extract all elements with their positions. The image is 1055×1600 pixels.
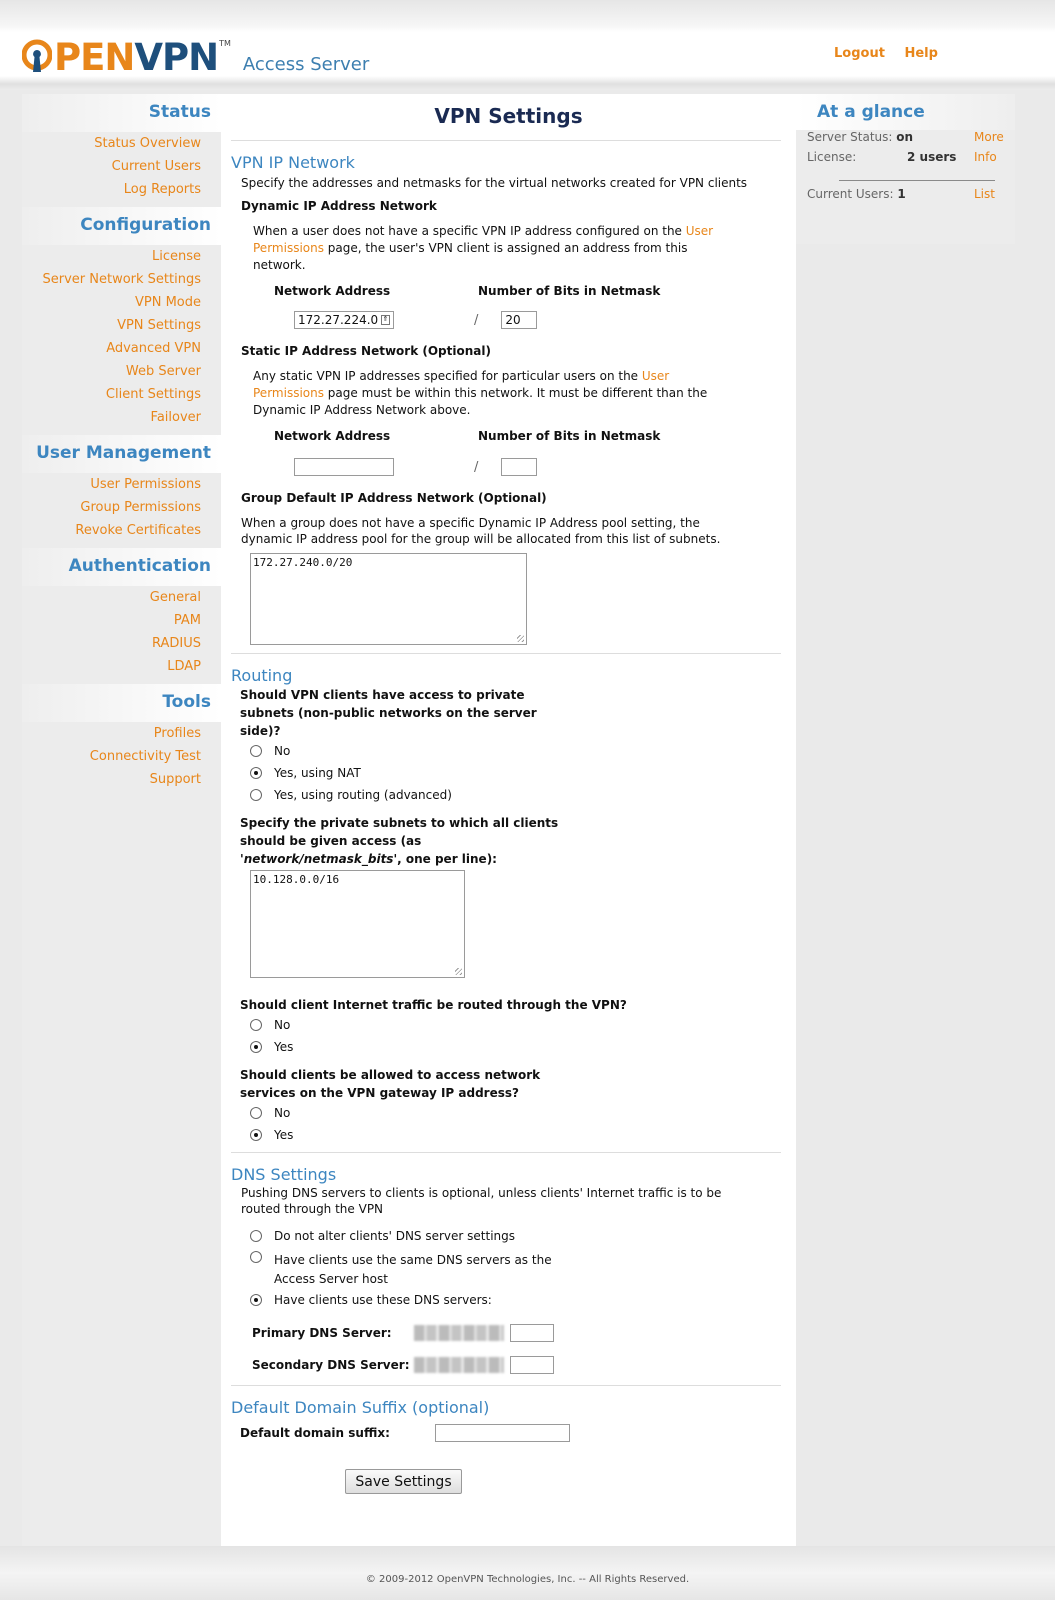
left-navigation [22,94,221,1546]
nav-item-user-permissions[interactable]: User Permissions [90,477,201,492]
header-links [834,46,953,61]
copyright-text: © 2009-2012 OpenVPN Technologies, Inc. -- All Rights Reserved. [365,1574,690,1585]
nav-item-failover[interactable]: Failover [150,410,201,425]
redacted-value [414,1357,504,1373]
current-users-value: 1 [897,187,906,201]
radio-button[interactable] [250,1251,262,1263]
gateway-services-option-no[interactable]: No [250,1102,796,1124]
divider [839,180,995,181]
radio-button-selected[interactable] [250,767,262,779]
product-subtitle: Access Server [242,53,370,75]
private-access-option-routing[interactable]: Yes, using routing (advanced) [250,784,796,806]
slash-separator: / [474,312,479,328]
server-status-row [796,130,1015,150]
domain-suffix-label: Default domain suffix: [240,1426,390,1440]
domain-suffix-row [240,1422,796,1444]
radio-button[interactable] [250,1019,262,1031]
nav-group-authentication [22,548,221,678]
nav-group-configuration [22,207,221,429]
radio-button-selected[interactable] [250,1294,262,1306]
nav-heading-authentication: Authentication [22,548,221,586]
nav-item-web-server[interactable]: Web Server [125,364,201,379]
radio-button[interactable] [250,1107,262,1119]
netmask-bits-label: Number of Bits in Netmask [478,284,661,298]
nav-heading-status: Status [22,94,221,132]
main-content [221,94,796,1546]
user-permissions-link[interactable]: User Permissions [253,224,714,255]
nav-heading-user-management: User Management [22,435,221,473]
gateway-services-option-yes[interactable]: Yes [250,1124,796,1146]
save-settings-button[interactable]: Save Settings [345,1469,462,1494]
nav-item-server-network-settings[interactable]: Server Network Settings [42,272,201,287]
private-subnets-instructions: Specify the private subnets to which all clients should be given access (as 'network/netmask_bits', one per line): [240,816,559,866]
dynamic-network-address-input[interactable]: 172.27.224.0 ⇑ [294,311,394,329]
server-status-value: on [896,130,914,144]
keyhole-logo-icon [22,39,52,75]
at-a-glance-heading: At a glance [796,94,1015,130]
current-users-row [796,187,1015,207]
nav-item-profiles[interactable]: Profiles [153,726,201,741]
openvpn-logo[interactable] [22,36,369,78]
at-a-glance-panel [796,94,1015,244]
current-users-label: Current Users: [807,187,894,201]
nav-item-current-users[interactable]: Current Users [111,159,201,174]
radio-button[interactable] [250,1230,262,1242]
dns-option-custom-servers[interactable]: Have clients use these DNS servers: [250,1289,796,1311]
dynamic-ip-fields [294,304,796,336]
radio-button[interactable] [250,745,262,757]
domain-suffix-input[interactable] [435,1424,570,1442]
nav-item-pam[interactable]: PAM [173,613,201,628]
input-autofill-icon[interactable]: ⇑ [382,315,389,323]
nav-item-client-settings[interactable]: Client Settings [105,387,201,402]
private-subnets-textarea[interactable]: 10.128.0.0/16 [250,870,465,978]
static-network-address-input[interactable] [294,458,394,476]
section-heading-dns-settings: DNS Settings [231,1165,337,1184]
license-row [796,150,1015,170]
internet-traffic-option-no[interactable]: No [250,1014,796,1036]
nav-item-license[interactable]: License [151,249,201,264]
dynamic-ip-description: When a user does not have a specific VPN IP address configured on the User Permissions page, the user's VPN client is assigned an address from this network. [253,224,714,272]
dns-option-same-as-server[interactable]: Have clients use the same DNS servers as the Access Server host [250,1247,796,1289]
page-title: VPN Settings [434,104,583,128]
nav-item-general[interactable]: General [149,590,201,605]
secondary-dns-label: Secondary DNS Server: [252,1358,410,1372]
section-heading-vpn-ip-network: VPN IP Network [231,153,355,172]
radio-button-selected[interactable] [250,1129,262,1141]
server-status-label: Server Status: [807,130,893,144]
private-subnets-question: Should VPN clients have access to private subnets (non-public networks on the server side)? [240,688,537,738]
section-heading-routing: Routing [231,666,293,685]
section-heading-default-domain-suffix: Default Domain Suffix (optional) [231,1398,490,1417]
dynamic-netmask-bits-input[interactable]: 20 [501,311,537,329]
primary-dns-label: Primary DNS Server: [252,1326,392,1340]
static-ip-fields [294,451,796,483]
nav-item-support[interactable]: Support [149,772,201,787]
nav-group-tools [22,684,221,791]
static-ip-heading: Static IP Address Network (Optional) [241,344,491,358]
nav-item-log-reports[interactable]: Log Reports [123,182,201,197]
internet-traffic-question: Should client Internet traffic be routed through the VPN? [240,998,627,1012]
nav-item-vpn-settings[interactable]: VPN Settings [117,318,201,333]
vpn-ip-network-description: Specify the addresses and netmasks for the virtual networks created for VPN clients [241,176,748,190]
nav-heading-configuration: Configuration [22,207,221,245]
dns-option-do-not-alter[interactable]: Do not alter clients' DNS server settings [250,1225,796,1247]
gateway-services-question: Should clients be allowed to access network services on the VPN gateway IP address? [240,1068,541,1100]
secondary-dns-input[interactable] [510,1356,554,1374]
license-value: 2 users [907,150,957,164]
radio-button[interactable] [250,789,262,801]
nav-item-vpn-mode[interactable]: VPN Mode [134,295,201,310]
redacted-value [414,1325,504,1341]
license-label: License: [807,150,857,164]
nav-heading-tools: Tools [22,684,221,722]
static-ip-description: Any static VPN IP addresses specified for particular users on the User Permissions page must be within this network. It must be different than the Dynamic IP Address Network above. [253,369,708,417]
help-link[interactable]: Help [904,46,938,61]
group-default-ip-description: When a group does not have a specific Dynamic IP Address pool setting, the dynamic IP address pool for the group will be allocated from this list of subnets. [241,516,721,546]
dynamic-ip-heading: Dynamic IP Address Network [241,199,437,213]
nav-item-advanced-vpn[interactable]: Advanced VPN [106,341,201,356]
header [0,0,1055,90]
info-link[interactable]: Info [974,150,997,164]
trademark: TM [219,38,231,48]
nav-item-ldap[interactable]: LDAP [167,659,201,674]
netmask-bits-label: Number of Bits in Netmask [478,429,661,443]
nav-item-revoke-certificates[interactable]: Revoke Certificates [75,523,201,538]
list-link[interactable]: List [974,187,995,201]
primary-dns-input[interactable] [510,1324,554,1342]
nav-item-radius[interactable]: RADIUS [151,636,201,651]
nav-group-status [22,94,221,201]
logout-link[interactable]: Logout [834,46,885,61]
nav-item-group-permissions[interactable]: Group Permissions [80,500,201,515]
resize-grip-icon[interactable] [517,635,524,642]
private-access-option-no[interactable]: No [250,740,796,762]
user-permissions-link[interactable]: User Permissions [253,369,670,400]
footer [0,1546,1055,1600]
nav-item-connectivity-test[interactable]: Connectivity Test [89,749,201,764]
dns-description: Pushing DNS servers to clients is optional, unless clients' Internet traffic is to be routed through the VPN [241,1186,722,1216]
radio-button-selected[interactable] [250,1041,262,1053]
internet-traffic-option-yes[interactable]: Yes [250,1036,796,1058]
more-link[interactable]: More [974,130,1004,144]
secondary-dns-row [252,1349,796,1381]
nav-group-user-management [22,435,221,542]
resize-grip-icon[interactable] [455,968,462,975]
static-ip-field-labels [274,429,796,447]
nav-item-status-overview[interactable]: Status Overview [94,136,201,151]
group-default-subnets-textarea[interactable]: 172.27.240.0/20 [250,553,527,645]
primary-dns-row [252,1317,796,1349]
logo-text: PENVPN [54,35,219,79]
private-access-option-nat[interactable]: Yes, using NAT [250,762,796,784]
slash-separator: / [474,459,479,475]
group-default-ip-heading: Group Default IP Address Network (Optional) [241,491,547,505]
static-netmask-bits-input[interactable] [501,458,537,476]
network-address-label: Network Address [274,284,391,298]
dynamic-ip-field-labels [274,284,796,302]
network-address-label: Network Address [274,429,391,443]
